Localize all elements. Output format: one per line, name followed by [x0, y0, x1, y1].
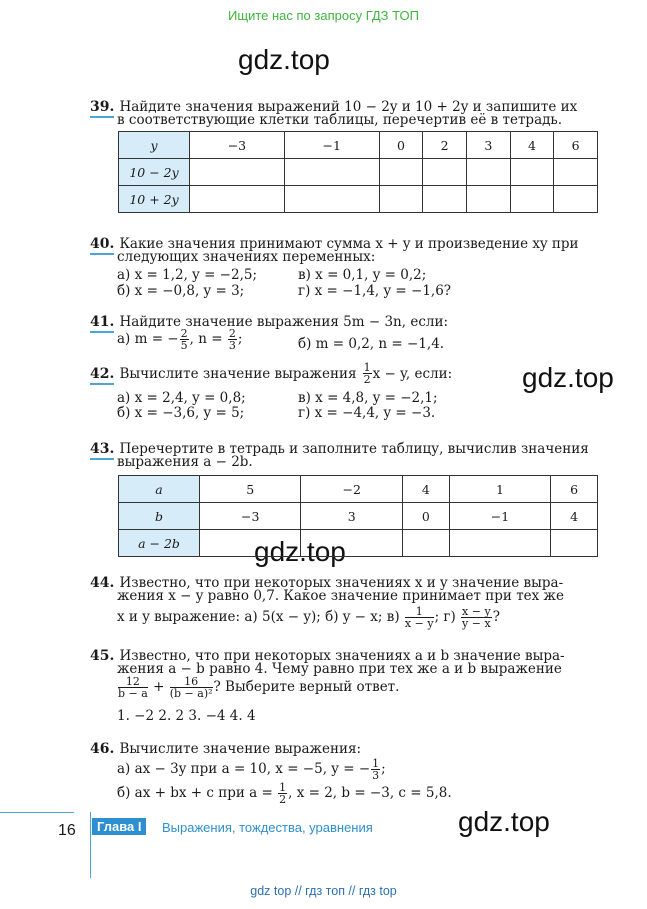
denominator: 2 [279, 793, 287, 806]
item-text: ? Выберите верный ответ. [213, 679, 400, 695]
denominator: 3 [228, 339, 236, 352]
table-cell [554, 186, 598, 213]
numerator: 16 [170, 676, 213, 688]
table-cell [402, 530, 449, 557]
exercise-text: Известно, что при некоторых значениях a и b значение выра- [119, 648, 565, 664]
table-cell: a − 2b [119, 530, 200, 557]
item-text: , n = [189, 331, 223, 347]
watermark: gdz.top [238, 44, 330, 75]
footer-divider [0, 812, 74, 813]
exercise-42 [90, 362, 452, 385]
table-cell [510, 159, 554, 186]
table-cell: −1 [449, 503, 550, 530]
exercise-text: жения x − y равно 0,7. Какое значение принимает при тех же [117, 588, 564, 604]
table-cell [466, 186, 510, 213]
exercise-text: жения a − b равно 4. Чему равно при тех же a и b выражение [117, 661, 562, 677]
table-row [119, 530, 598, 557]
exercise-item: а) x = 2,4, y = 0,8; [117, 390, 246, 406]
exercise-text: следующих значениях переменных: [117, 249, 376, 265]
numerator: 2 [228, 327, 236, 340]
table-cell [423, 159, 467, 186]
fraction [180, 328, 189, 351]
footer-divider [90, 812, 91, 878]
exercise-46 [90, 738, 361, 757]
item-text: x и y выражение: а) 5(x − y); б) y − x; в) [117, 609, 400, 625]
numerator: 2 [180, 327, 188, 340]
table-row [119, 186, 598, 213]
table-cell: 3 [466, 132, 510, 159]
table-cell [510, 186, 554, 213]
exercise-text: выражения a − 2b. [117, 454, 253, 470]
table-cell: b [119, 503, 200, 530]
table-cell: 4 [402, 476, 449, 503]
table-cell: −3 [200, 503, 301, 530]
exercise-text [117, 676, 399, 699]
exercise-item [117, 782, 452, 805]
table-cell: 0 [402, 503, 449, 530]
numerator: x − y [462, 605, 491, 618]
exercise-text: Найдите значение выражения 5m − 3n, если: [119, 314, 449, 330]
exercise-number: 42. [90, 366, 114, 385]
item-text: ; г) [434, 609, 456, 625]
watermark: gdz.top [522, 362, 614, 393]
table-cell [379, 159, 423, 186]
table-cell [301, 530, 402, 557]
fraction [278, 782, 287, 805]
page-number: 16 [58, 822, 76, 839]
denominator: b − a [118, 687, 148, 700]
watermark: gdz.top [254, 536, 346, 567]
fraction [228, 328, 237, 351]
exercise-text [117, 606, 500, 629]
exercise-item: в) x = 0,1, y = 0,2; [298, 267, 427, 283]
table-cell: 0 [379, 132, 423, 159]
table-row [119, 476, 598, 503]
chapter-label: Глава I [92, 818, 146, 835]
table-cell: 6 [554, 132, 598, 159]
denominator: x − y [404, 617, 434, 630]
numerator: 1 [405, 606, 434, 618]
exercise-number: 46. [90, 741, 115, 757]
table-row [119, 159, 598, 186]
numerator: 12 [118, 676, 148, 688]
item-text: б) ax + bx + c при a = [117, 785, 273, 801]
chapter-title: Выражения, тождества, уравнения [162, 820, 373, 835]
table-cell: 4 [551, 503, 598, 530]
item-text: ; [237, 331, 243, 347]
exercise-number: 43. [90, 441, 114, 460]
denominator: 5 [180, 339, 188, 352]
bottom-links[interactable]: gdz top // гдз топ // гдз top [250, 884, 397, 898]
numerator: 1 [372, 757, 380, 770]
item-text: + [153, 679, 165, 695]
table-cell: 2 [423, 132, 467, 159]
fraction [170, 676, 213, 699]
table-cell: 5 [200, 476, 301, 503]
exercise-number: 44. [90, 575, 115, 591]
table-cell [284, 159, 379, 186]
table-cell [554, 159, 598, 186]
table-cell [466, 159, 510, 186]
table-cell [190, 186, 285, 213]
table-cell: 10 − 2y [119, 159, 190, 186]
denominator: (b − a)² [169, 687, 213, 700]
answer-options: 1. −2 2. 2 3. −4 4. 4 [117, 708, 256, 724]
exercise-text: Вычислите значение выражения [119, 366, 357, 382]
exercise-text: Найдите значения выражений 10 − 2y и 10 + 2y и запишите их [119, 99, 578, 115]
table-cell: 10 + 2y [119, 186, 190, 213]
top-banner: Ищите нас по запросу ГДЗ ТОП [228, 8, 419, 23]
table-43 [118, 475, 598, 557]
table-cell [379, 186, 423, 213]
exercise-text: Вычислите значение выражения: [119, 741, 362, 757]
fraction [371, 758, 380, 781]
table-cell [200, 530, 301, 557]
exercise-text: Перечертите в тетрадь и заполните таблицу, вычислив значения [119, 441, 589, 457]
numerator: 1 [363, 361, 371, 374]
table-cell: y [119, 132, 190, 159]
denominator: 3 [372, 769, 380, 782]
exercise-item: а) x = 1,2, y = −2,5; [117, 267, 258, 283]
item-text: а) ax − 3y при a = 10, x = −5, y = − [117, 761, 371, 777]
exercise-number: 40. [90, 236, 114, 255]
numerator: 1 [279, 781, 287, 794]
denominator: 2 [363, 373, 371, 386]
table-cell: 3 [301, 503, 402, 530]
table-cell: −1 [284, 132, 379, 159]
item-text: , x = 2, b = −3, c = 5,8. [288, 785, 452, 801]
exercise-item: б) x = −3,6, y = 5; [117, 405, 245, 421]
table-cell [423, 186, 467, 213]
table-cell: a [119, 476, 200, 503]
denominator: y − x [462, 617, 491, 630]
fraction [363, 362, 372, 385]
table-cell: −3 [190, 132, 285, 159]
table-cell [190, 159, 285, 186]
fraction [118, 676, 148, 699]
exercise-text: Известно, что при некоторых значениях x и y значение выра- [119, 575, 564, 591]
table-cell [551, 530, 598, 557]
exercise-item: б) x = −0,8, y = 3; [117, 283, 245, 299]
exercise-number: 39. [90, 99, 114, 118]
exercise-item: в) x = 4,8, y = −2,1; [298, 390, 438, 406]
table-cell: 4 [510, 132, 554, 159]
table-cell [449, 530, 550, 557]
item-text: ? [492, 609, 500, 625]
table-39 [118, 131, 598, 213]
table-row [119, 503, 598, 530]
table-cell: 1 [449, 476, 550, 503]
exercise-item [117, 758, 386, 781]
exercise-item: б) m = 0,2, n = −1,4. [298, 336, 445, 352]
table-cell: −2 [301, 476, 402, 503]
exercise-text: Какие значения принимают сумма x + y и произведение xy при [119, 236, 579, 252]
fraction [461, 606, 492, 629]
table-cell: 6 [551, 476, 598, 503]
table-cell [284, 186, 379, 213]
item-text: а) m = − [117, 331, 179, 347]
table-row [119, 132, 598, 159]
exercise-number: 41. [90, 314, 114, 333]
exercise-item: г) x = −1,4, y = −1,6? [298, 283, 452, 299]
exercise-text: x − y, если: [372, 366, 453, 382]
exercise-text: в соответствующие клетки таблицы, перечертив её в тетрадь. [117, 112, 563, 128]
item-text: ; [381, 761, 386, 777]
exercise-item: г) x = −4,4, y = −3. [298, 405, 436, 421]
fraction [405, 606, 434, 629]
exercise-number: 45. [90, 648, 115, 664]
exercise-item [117, 328, 242, 351]
watermark: gdz.top [458, 806, 550, 837]
